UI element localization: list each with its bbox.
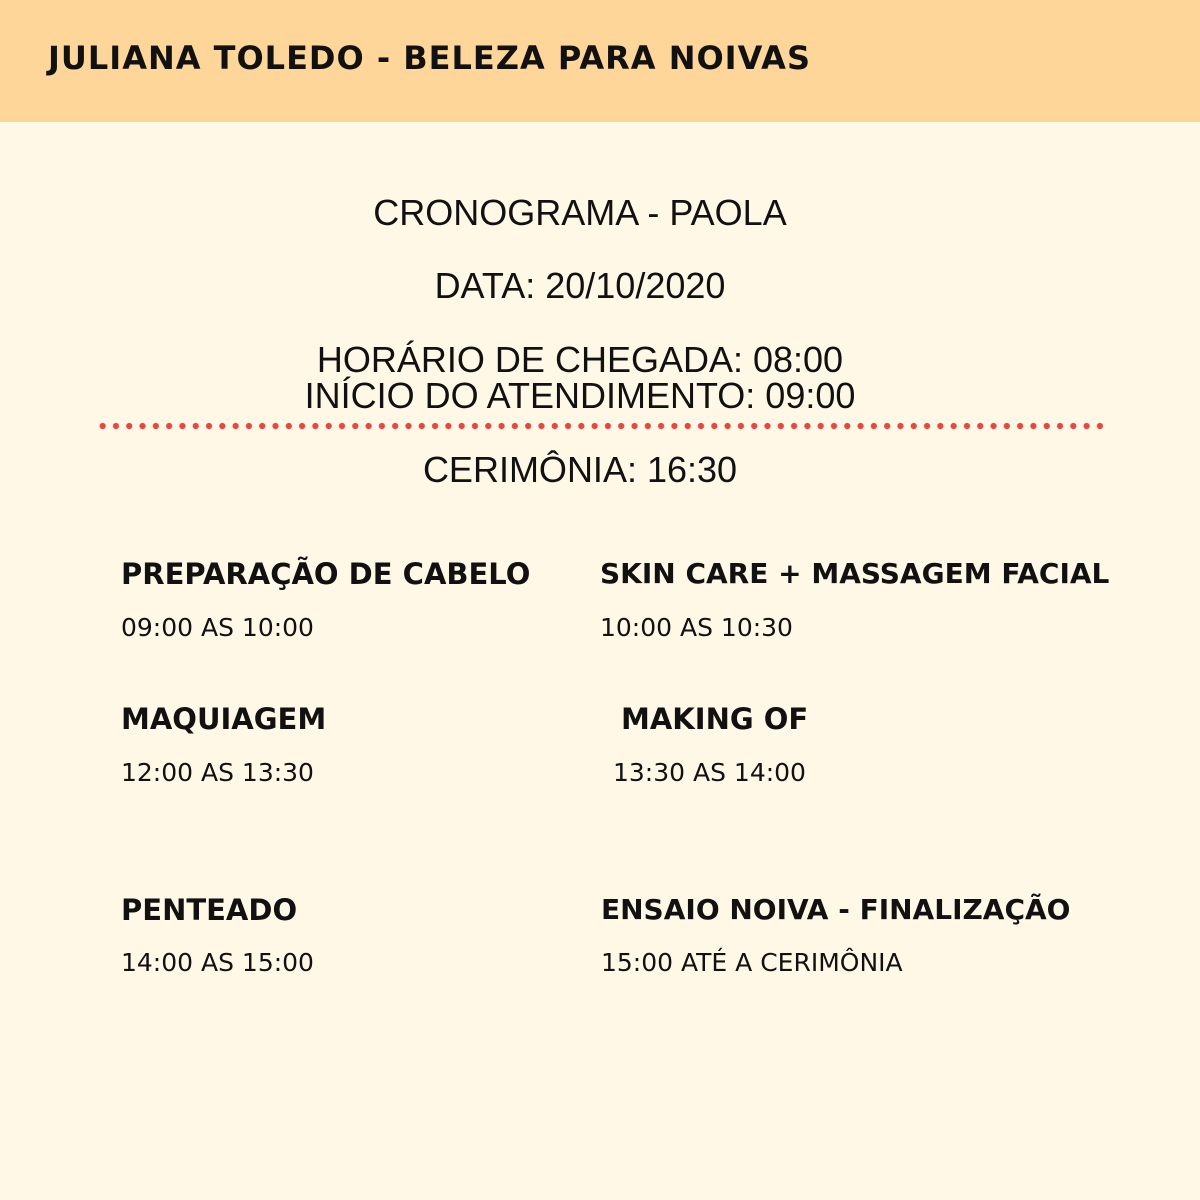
item-time-hairstyle: 14:00 AS 15:00 <box>121 948 314 977</box>
item-time-hair-prep: 09:00 AS 10:00 <box>121 613 314 642</box>
item-time-bridal-shoot: 15:00 ATÉ A CERIMÔNIA <box>601 948 903 977</box>
item-title-hair-prep: PREPARAÇÃO DE CABELO <box>121 557 531 591</box>
item-title-makeup: MAQUIAGEM <box>121 702 327 736</box>
schedule-date: DATA: 20/10/2020 <box>434 265 726 306</box>
item-time-skin-care: 10:00 AS 10:30 <box>600 613 793 642</box>
schedule-title: CRONOGRAMA - PAOLA <box>373 192 787 233</box>
item-time-making-of: 13:30 AS 14:00 <box>613 758 806 787</box>
service-start-time: INÍCIO DO ATENDIMENTO: 09:00 <box>304 375 856 416</box>
dotted-divider <box>96 421 1106 431</box>
ceremony-time: CERIMÔNIA: 16:30 <box>422 449 738 490</box>
header-title: JULIANA TOLEDO - BELEZA PARA NOIVAS <box>48 39 811 77</box>
arrival-time: HORÁRIO DE CHEGADA: 08:00 <box>316 339 844 380</box>
header-banner <box>0 0 1200 122</box>
item-title-hairstyle: PENTEADO <box>121 893 298 927</box>
item-title-skin-care: SKIN CARE + MASSAGEM FACIAL <box>600 557 1110 590</box>
item-title-bridal-shoot: ENSAIO NOIVA - FINALIZAÇÃO <box>601 893 1071 926</box>
item-time-makeup: 12:00 AS 13:30 <box>121 758 314 787</box>
item-title-making-of: MAKING OF <box>621 702 809 736</box>
